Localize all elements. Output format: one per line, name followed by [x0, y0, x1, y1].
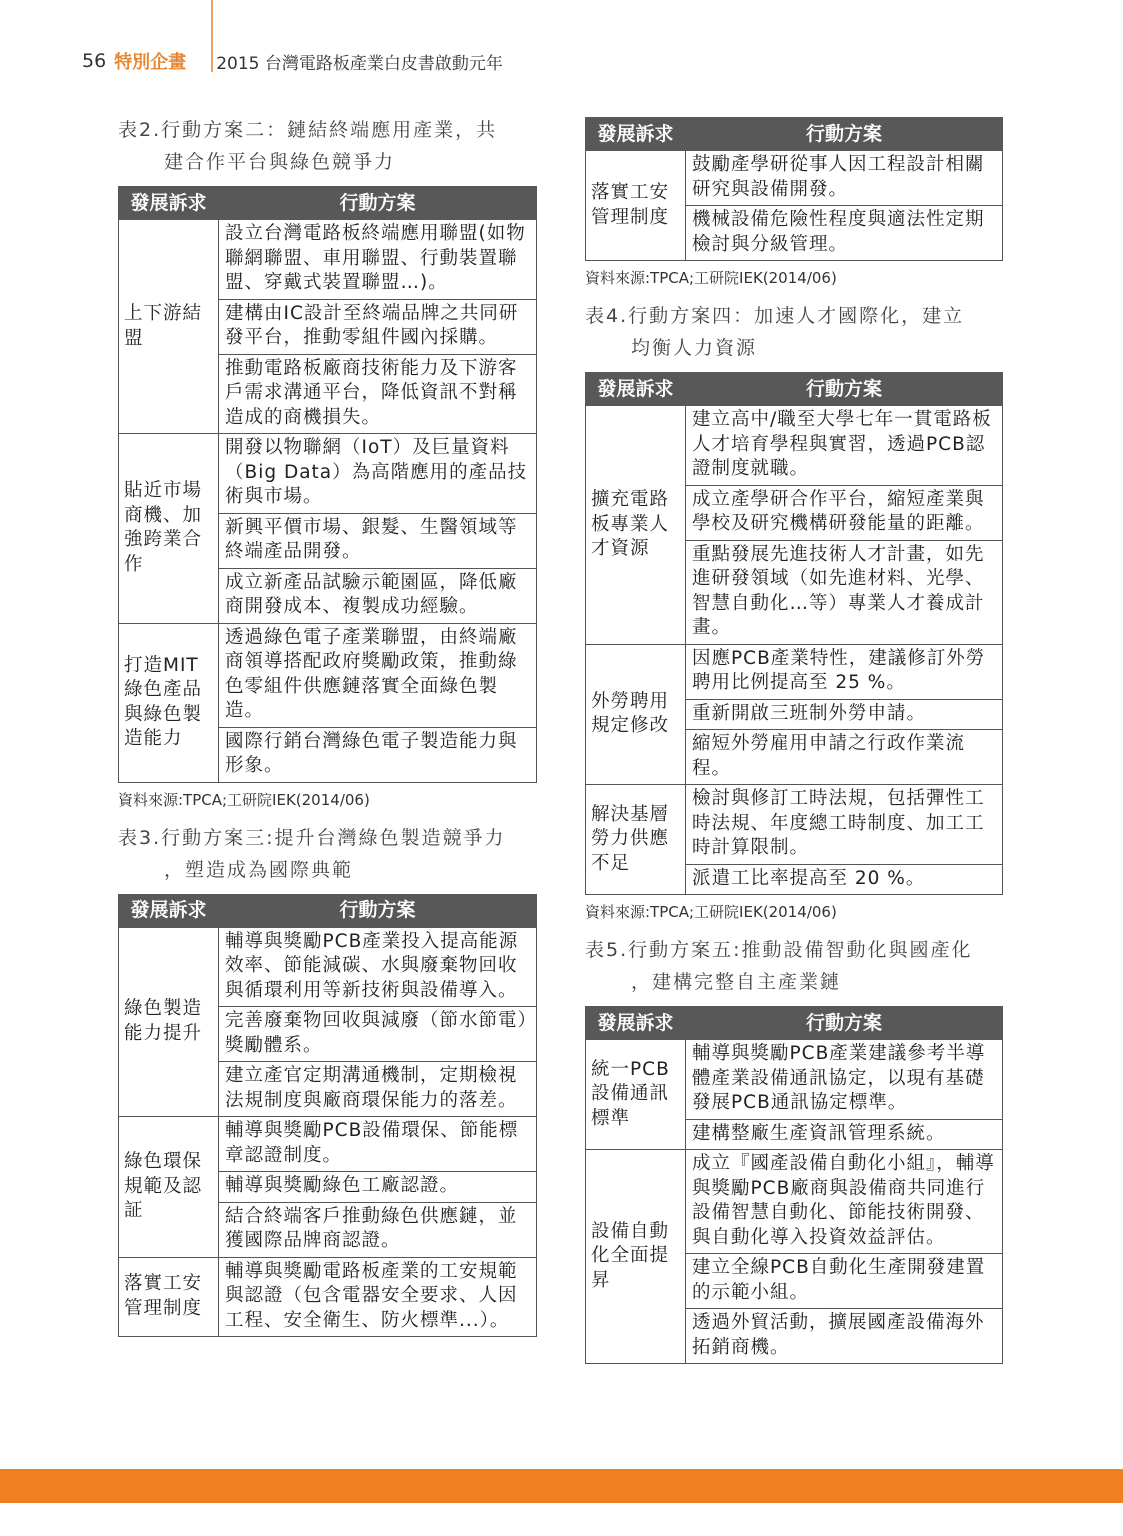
table-row [119, 623, 537, 727]
footer-bar [0, 1469, 1123, 1503]
need-cell: 上下游結盟 [119, 220, 219, 434]
need-cell: 擴充電路板專業人才資源 [586, 406, 686, 645]
table3-source: 資料來源:TPCA;工研院IEK(2014/06) [585, 269, 837, 287]
table3-caption-line2: ，塑造成為國際典範 [164, 858, 354, 881]
action-cell: 推動電路板廠商技術能力及下游客戶需求溝通平台，降低資訊不對稱造成的商機損失。 [219, 354, 537, 434]
action-cell: 輔導與獎勵電路板產業的工安規範與認證（包含電器安全要求、人因工程、安全衛生、防火標準...）。 [219, 1257, 537, 1337]
table-row [586, 1040, 1003, 1120]
action-cell: 建立全線PCB自動化生產開發建置的示範小組。 [686, 1254, 1003, 1309]
header-need: 發展訴求 [586, 1007, 686, 1040]
table-header-row [586, 1007, 1003, 1040]
table4-caption-line1: 表4.行動方案四：加速人才國際化，建立 [585, 305, 965, 327]
need-cell: 外勞聘用規定修改 [586, 644, 686, 785]
action-cell: 建構由IC設計至終端品牌之共同研發平台，推動零組件國內採購。 [219, 299, 537, 354]
action-cell: 開發以物聯網（IoT）及巨量資料（Big Data）為高階應用的產品技術與市場。 [219, 434, 537, 514]
table4-caption-line2: 均衡人力資源 [631, 337, 758, 359]
action-cell: 透過外貿活動，擴展國產設備海外拓銷商機。 [686, 1309, 1003, 1364]
action-cell: 重新開啟三班制外勞申請。 [686, 699, 1003, 730]
table3 [118, 894, 537, 1338]
page-header [82, 46, 503, 76]
action-cell: 新興平價市場、銀髮、生醫領域等終端產品開發。 [219, 513, 537, 568]
need-cell: 貼近市場商機、加強跨業合作 [119, 434, 219, 624]
header-title: 2015 台灣電路板產業白皮書啟動元年 [216, 53, 503, 74]
action-cell: 成立新產品試驗示範園區，降低廠商開發成本、複製成功經驗。 [219, 568, 537, 623]
action-cell: 輔導與獎勵綠色工廠認證。 [219, 1172, 537, 1203]
action-cell: 建立產官定期溝通機制，定期檢視法規制度與廠商環保能力的落差。 [219, 1062, 537, 1117]
header-need: 發展訴求 [586, 373, 686, 406]
table3-caption [118, 822, 537, 886]
table2-caption [118, 114, 537, 178]
need-cell: 統一PCB設備通訊標準 [586, 1040, 686, 1150]
action-cell: 機械設備危險性程度與適法性定期檢討與分級管理。 [686, 206, 1003, 261]
need-cell: 綠色環保規範及認証 [119, 1117, 219, 1258]
table-row [119, 1257, 537, 1337]
need-cell: 落實工安管理制度 [586, 151, 686, 261]
action-cell: 輔導與獎勵PCB產業投入提高能源效率、節能減碳、水與廢棄物回收與循環利用等新技術與設備導入。 [219, 927, 537, 1007]
header-action: 行動方案 [686, 118, 1003, 151]
action-cell: 成立『國產設備自動化小組』，輔導與獎勵PCB廠商與設備商共同進行設備智慧自動化、節能技術開發、與自動化導入投資效益評估。 [686, 1150, 1003, 1254]
table3-caption-line1: 表3.行動方案三:提升台灣綠色製造競爭力 [118, 826, 506, 849]
right-column [585, 117, 1003, 1364]
header-action: 行動方案 [219, 187, 537, 220]
action-cell: 完善廢棄物回收與減廢（節水節電）獎勵體系。 [219, 1007, 537, 1062]
page-number: 56 [82, 50, 107, 72]
table-row [586, 151, 1003, 206]
action-cell: 透過綠色電子產業聯盟，由終端廠商領導搭配政府獎勵政策，推動綠色零組件供應鏈落實全面綠色製造。 [219, 623, 537, 727]
table-row [119, 1117, 537, 1172]
action-cell: 結合終端客戶推動綠色供應鏈，並獲國際品牌商認證。 [219, 1202, 537, 1257]
action-cell: 設立台灣電路板終端應用聯盟(如物聯網聯盟、車用聯盟、行動裝置聯盟、穿戴式裝置聯盟…)。 [219, 220, 537, 300]
section-label: 特別企畫 [114, 52, 187, 73]
table3-continued [585, 117, 1003, 261]
table-header-row [586, 373, 1003, 406]
header-action: 行動方案 [686, 1007, 1003, 1040]
action-cell: 輔導與獎勵PCB產業建議參考半導體產業設備通訊協定，以現有基礎發展PCB通訊協定標準。 [686, 1040, 1003, 1120]
header-action: 行動方案 [686, 373, 1003, 406]
table5 [585, 1006, 1003, 1364]
table-row [586, 785, 1003, 865]
table-row [586, 406, 1003, 486]
table-header-row [586, 118, 1003, 151]
table4 [585, 372, 1003, 895]
table4-source: 資料來源:TPCA;工研院IEK(2014/06) [585, 903, 837, 921]
header-need: 發展訴求 [586, 118, 686, 151]
need-cell: 打造MIT綠色產品與綠色製造能力 [119, 623, 219, 782]
table-row [119, 220, 537, 300]
table-header-row [119, 894, 537, 927]
table-row [119, 434, 537, 514]
table-row [119, 927, 537, 1007]
table2-caption-line1: 表2.行動方案二：鏈結終端應用產業，共 [118, 119, 498, 141]
need-cell: 綠色製造能力提升 [119, 927, 219, 1117]
table2 [118, 186, 537, 783]
need-cell: 設備自動化全面提昇 [586, 1150, 686, 1364]
table2-source: 資料來源:TPCA;工研院IEK(2014/06) [118, 790, 370, 809]
header-action: 行動方案 [219, 894, 537, 927]
action-cell: 檢討與修訂工時法規，包括彈性工時法規、年度總工時制度、加工工時計算限制。 [686, 785, 1003, 865]
action-cell: 派遣工比率提高至 20 %。 [686, 864, 1003, 895]
left-column [118, 114, 537, 1337]
table-row [586, 644, 1003, 699]
header-need: 發展訴求 [119, 894, 219, 927]
action-cell: 成立產學研合作平台，縮短產業與學校及研究機構研發能量的距離。 [686, 485, 1003, 540]
action-cell: 國際行銷台灣綠色電子製造能力與形象。 [219, 727, 537, 782]
header-need: 發展訴求 [119, 187, 219, 220]
action-cell: 重點發展先進技術人才計畫，如先進研發領域（如先進材料、光學、智慧自動化…等）專業人才養成計畫。 [686, 540, 1003, 644]
table5-caption [585, 934, 1003, 998]
action-cell: 縮短外勞雇用申請之行政作業流程。 [686, 730, 1003, 785]
action-cell: 建立高中/職至大學七年一貫電路板人才培育學程與實習，透過PCB認證制度就職。 [686, 406, 1003, 486]
table-row [586, 1150, 1003, 1254]
table4-caption [585, 300, 1003, 364]
table-header-row [119, 187, 537, 220]
action-cell: 因應PCB產業特性，建議修訂外勞聘用比例提高至 25 %。 [686, 644, 1003, 699]
need-cell: 落實工安管理制度 [119, 1257, 219, 1337]
action-cell: 鼓勵產學研從事人因工程設計相關研究與設備開發。 [686, 151, 1003, 206]
action-cell: 輔導與獎勵PCB設備環保、節能標章認證制度。 [219, 1117, 537, 1172]
table2-caption-line2: 建合作平台與綠色競爭力 [164, 151, 396, 173]
need-cell: 解決基層勞力供應不足 [586, 785, 686, 895]
action-cell: 建構整廠生產資訊管理系統。 [686, 1119, 1003, 1150]
table5-caption-line2: ，建構完整自主產業鏈 [631, 971, 842, 993]
table5-caption-line1: 表5.行動方案五:推動設備智動化與國產化 [585, 939, 973, 961]
